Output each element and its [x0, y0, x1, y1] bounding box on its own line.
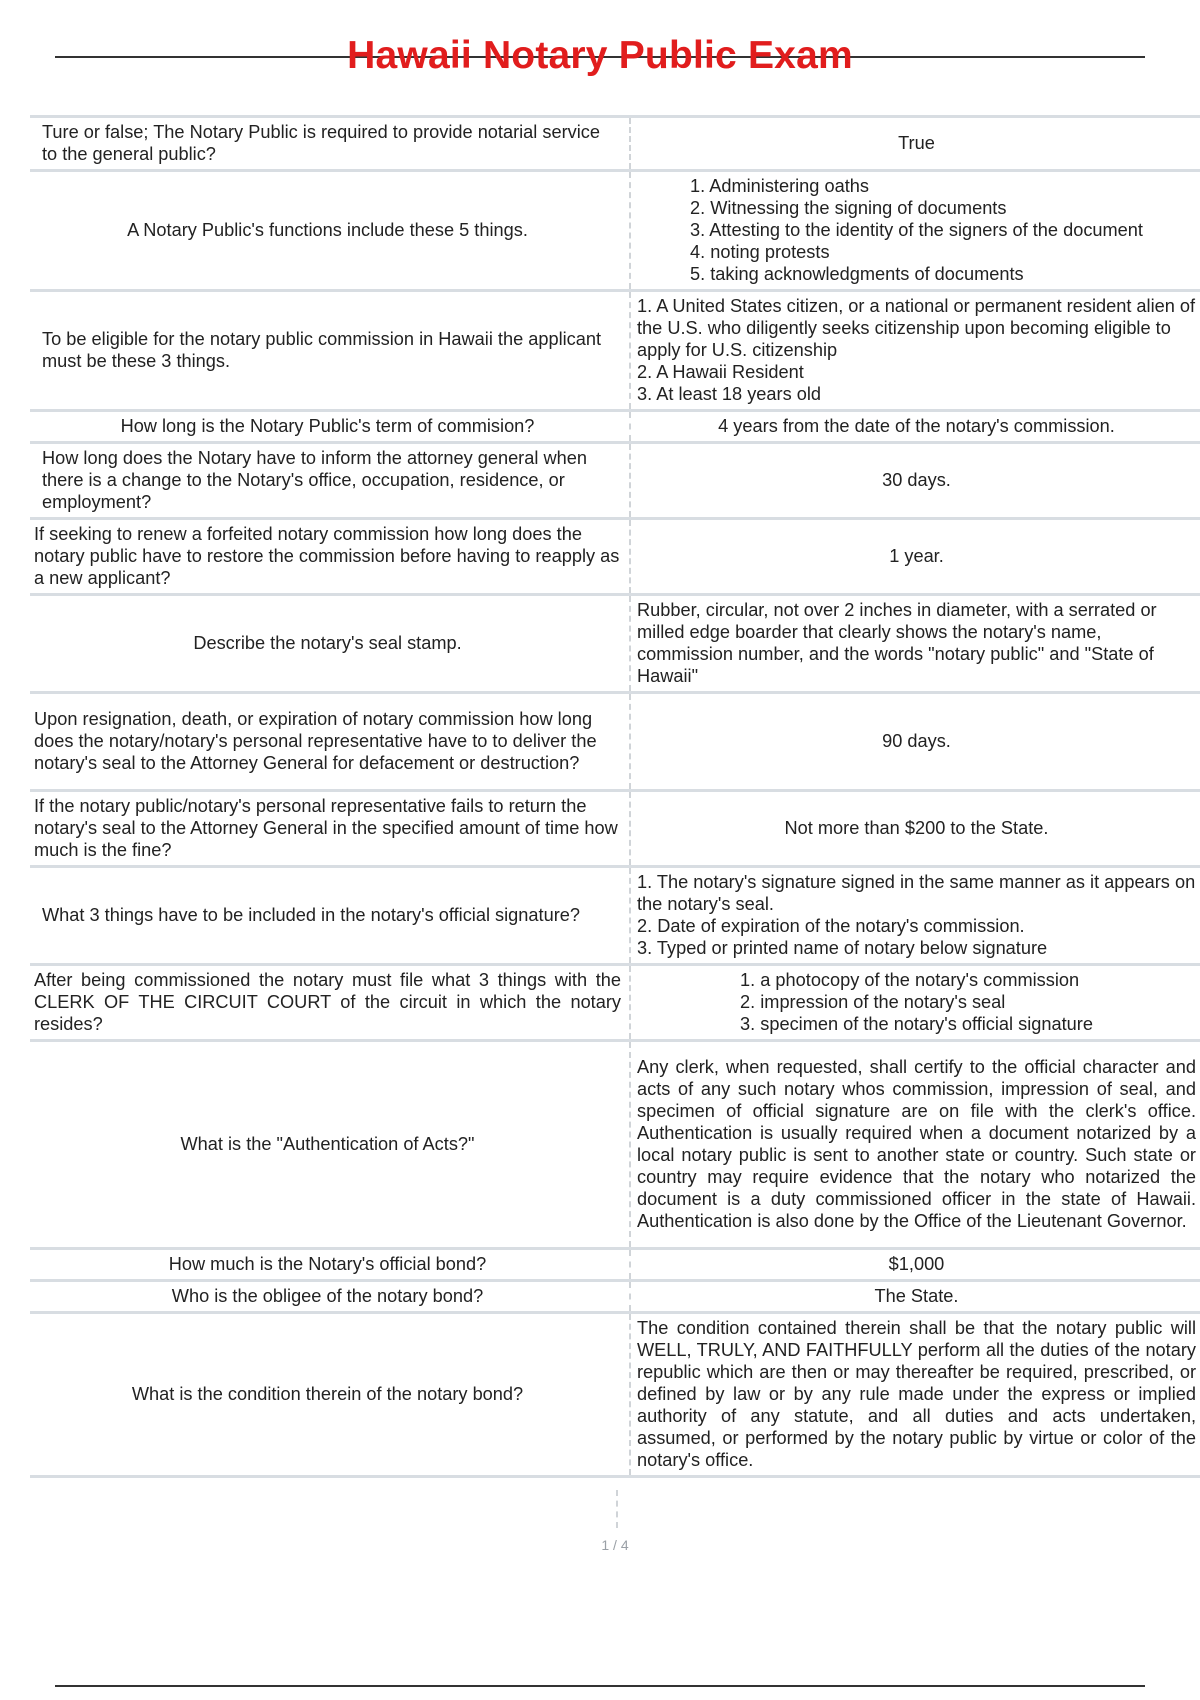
table-row [30, 117, 1200, 171]
table-row [30, 291, 1200, 411]
answer-cell [630, 965, 1200, 1041]
answer-line: 1. Administering oaths [690, 176, 869, 196]
answer-cell: 30 days. [630, 443, 1200, 519]
question-cell: To be eligible for the notary public commission in Hawaii the applicant must be these 3 things. [30, 291, 630, 411]
question-cell: What is the condition therein of the notary bond? [30, 1313, 630, 1477]
table-row [30, 791, 1200, 867]
answer-cell: 1 year. [630, 519, 1200, 595]
answer-cell: Not more than $200 to the State. [630, 791, 1200, 867]
question-cell: Describe the notary's seal stamp. [30, 595, 630, 693]
table-row [30, 693, 1200, 791]
question-cell: After being commissioned the notary must file what 3 things with the CLERK OF THE CIRCUIT COURT of the circuit in which the notary resides? [30, 965, 630, 1041]
answer-list [740, 969, 1093, 1035]
answer-cell [630, 171, 1200, 291]
title-block [55, 30, 1145, 82]
answer-cell: The condition contained therein shall be that the notary public will WELL, TRULY, AND FAITHFULLY perform all the duties of the notary republic which are then or may thereafter be required, prescribed, or defined by law or by any rule made under the express or implied authority of any statute, and all duties and acts undertaken, assumed, or performed by the notary public by virtue or color of the notary's office. [630, 1313, 1200, 1477]
table-row [30, 595, 1200, 693]
answer-line: 2. Date of expiration of the notary's commission. [637, 916, 1025, 936]
question-cell: Who is the obligee of the notary bond? [30, 1281, 630, 1313]
question-cell: What is the "Authentication of Acts?" [30, 1041, 630, 1249]
table-row [30, 867, 1200, 965]
table-row [30, 1249, 1200, 1281]
answer-line: 2. A Hawaii Resident [637, 362, 804, 382]
answer-cell: $1,000 [630, 1249, 1200, 1281]
table-row [30, 1313, 1200, 1477]
footer-rule [55, 1685, 1145, 1687]
column-divider-tail [616, 1490, 618, 1528]
answer-line: 3. Typed or printed name of notary below signature [637, 938, 1048, 958]
question-cell: A Notary Public's functions include these 5 things. [30, 171, 630, 291]
question-cell: How long does the Notary have to inform the attorney general when there is a change to the Notary's office, occupation, residence, or employment? [30, 443, 630, 519]
answer-line: 1. The notary's signature signed in the same manner as it appears on the notary's seal. [637, 872, 1196, 914]
answer-line: 1. a photocopy of the notary's commission [740, 970, 1080, 990]
page-title: Hawaii Notary Public Exam [347, 34, 853, 77]
question-cell: Upon resignation, death, or expiration of notary commission how long does the notary/notary's personal representative have to to deliver the notary's seal to the Attorney General for defacement or destruction? [30, 693, 630, 791]
answer-cell: True [630, 117, 1200, 171]
answer-line: 3. specimen of the notary's official signature [740, 1014, 1093, 1034]
answer-line: 3. Attesting to the identity of the signers of the document [690, 220, 1143, 240]
answer-line: 1. A United States citizen, or a national or permanent resident alien of the U.S. who diligently seeks citizenship upon becoming eligible to apply for U.S. citizenship [637, 296, 1196, 360]
table-row [30, 171, 1200, 291]
answer-cell: 90 days. [630, 693, 1200, 791]
table-row [30, 965, 1200, 1041]
answer-line: 5. taking acknowledgments of documents [690, 264, 1024, 284]
answer-list [690, 175, 1143, 285]
answer-cell: 4 years from the date of the notary's commission. [630, 411, 1200, 443]
question-cell: How long is the Notary Public's term of commision? [30, 411, 630, 443]
question-cell: If seeking to renew a forfeited notary commission how long does the notary public have to restore the commission before having to reapply as a new applicant? [30, 519, 630, 595]
question-cell: If the notary public/notary's personal representative fails to return the notary's seal to the Attorney General in the specified amount of time how much is the fine? [30, 791, 630, 867]
table-row [30, 1281, 1200, 1313]
question-cell: What 3 things have to be included in the notary's official signature? [30, 867, 630, 965]
answer-line: 2. impression of the notary's seal [740, 992, 1006, 1012]
answer-cell [630, 291, 1200, 411]
table-row [30, 443, 1200, 519]
answer-cell: Any clerk, when requested, shall certify to the official character and acts of any such notary whos commission, impression of seal, and specimen of official signature are on file with the clerk's office. Authentication is usually required when a document notarized by a local notary public is sent to another state or country. Such state or country may require evidence that the notary who notarized the document is a duty commissioned officer in the state of Hawaii. Authentication is also done by the Office of the Lieutenant Governor. [630, 1041, 1200, 1249]
answer-cell [630, 867, 1200, 965]
answer-line: 3. At least 18 years old [637, 384, 822, 404]
question-cell: How much is the Notary's official bond? [30, 1249, 630, 1281]
qa-table [30, 115, 1200, 1478]
page-indicator: 1 / 4 [601, 1537, 629, 1553]
table-row [30, 519, 1200, 595]
answer-cell: Rubber, circular, not over 2 inches in diameter, with a serrated or milled edge boarder that clearly shows the notary's name, commission number, and the words "notary public" and "State of Hawaii" [630, 595, 1200, 693]
answer-cell: The State. [630, 1281, 1200, 1313]
table-row [30, 1041, 1200, 1249]
question-cell: Ture or false; The Notary Public is required to provide notarial service to the general public? [30, 117, 630, 171]
answer-line: 2. Witnessing the signing of documents [690, 198, 1007, 218]
answer-line: 4. noting protests [690, 242, 830, 262]
table-row [30, 411, 1200, 443]
